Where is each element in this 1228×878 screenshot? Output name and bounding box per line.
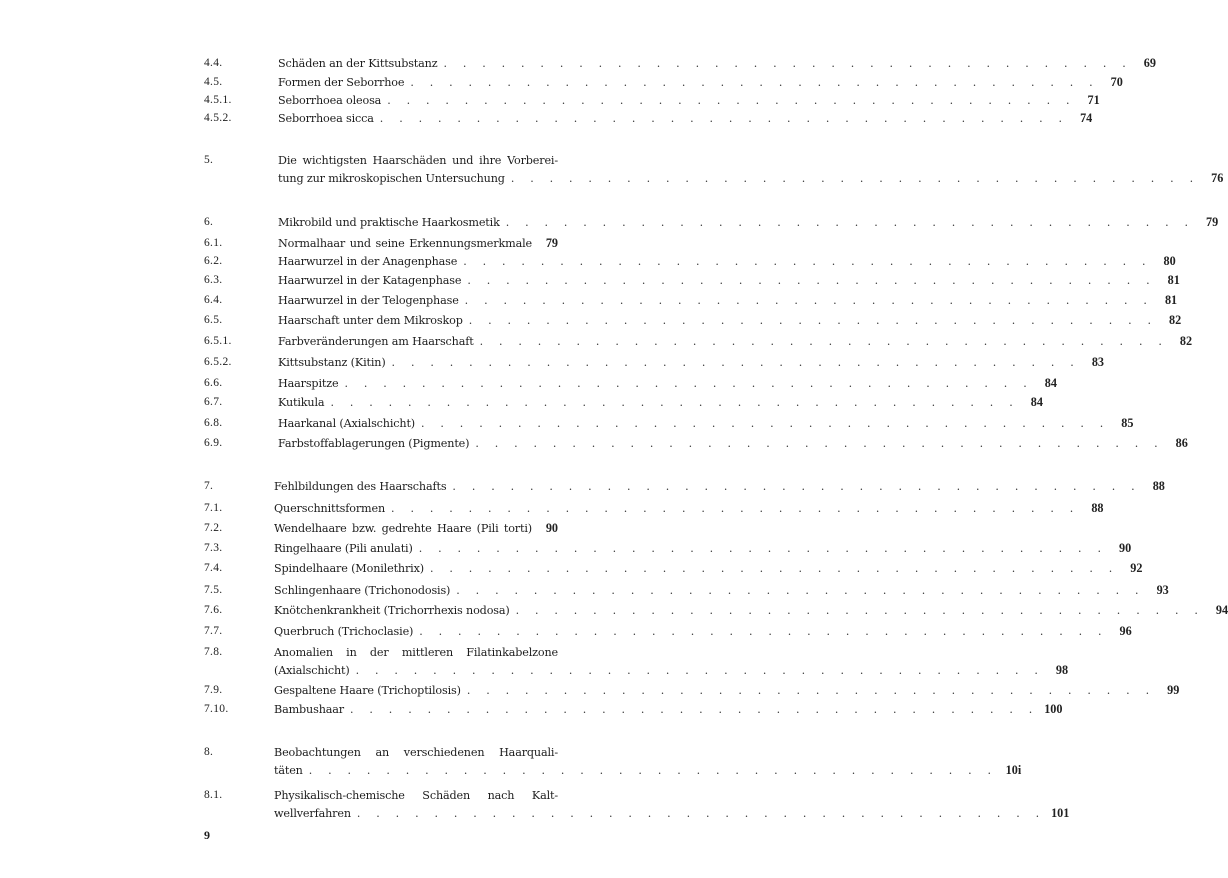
entry-title: Physikalisch-chemische Schäden nach Kalt- (274, 789, 558, 802)
entry-title: Anomalien in der mittleren Filatinkabelzone (274, 646, 558, 659)
entry-title: Schäden an der Kittsubstanz (278, 57, 438, 70)
leader-dots: . . . . . . . . . . . . . . . . . . . . . . . . . . . . . . . . . . . . (443, 57, 1132, 70)
leader-dots: . . . . . . . . . . . . . . . . . . . . . . . . . . . . . . . . . . . . (479, 335, 1169, 348)
entry-title: Haarwurzel in der Katagenphase (278, 274, 462, 287)
page-number: 98 (1055, 662, 1069, 677)
section-number: 4.5. (204, 76, 223, 88)
section-number: 7.5. (204, 584, 223, 596)
entry-title-continuation: wellverfahren (274, 806, 351, 820)
section-number: 7.9. (204, 684, 223, 696)
entry-title: Kutikula (278, 396, 325, 409)
page-number: 90 (545, 521, 558, 535)
section-number: 4.5.1. (204, 94, 232, 106)
entry-title: Schlingenhaare (Trichonodosis) (274, 584, 451, 597)
page-number: 99 (1167, 683, 1180, 697)
entry-title: Haarschaft unter dem Mikroskop (278, 314, 463, 327)
leader-dots: . . . . . . . . . . . . . . . . . . . . . . . . . . . . . . . . . . . . (356, 806, 1046, 820)
entry-title: Farbveränderungen am Haarschaft (278, 335, 474, 348)
page-number: 81 (1164, 293, 1178, 307)
entry-title: Seborrhoea oleosa (278, 94, 382, 107)
entry-title: Haarkanal (Axialschicht) (278, 417, 416, 430)
page-number: 82 (1169, 313, 1182, 327)
entry-title: Querschnittsformen (274, 502, 386, 515)
page-number: 80 (1163, 254, 1176, 268)
section-number: 7.3. (204, 542, 223, 554)
footer-page-number: 9 (204, 828, 210, 842)
page-number: 94 (1215, 603, 1228, 617)
leader-dots: . . . . . . . . . . . . . . . . . . . . . . . . . . . . . . . . . . . . (330, 396, 1019, 409)
page-number: 81 (1167, 273, 1180, 287)
section-number: 7.10. (204, 703, 229, 715)
section-number: 6.5.2. (204, 356, 232, 368)
section-number: 6. (204, 216, 214, 228)
page-number: 79 (1206, 215, 1219, 229)
section-number: 7.2. (204, 522, 223, 534)
entry-title: Spindelhaare (Monilethrix) (274, 562, 424, 575)
section-number: 6.3. (204, 274, 223, 286)
section-number: 7.6. (204, 604, 223, 616)
entry-title: Gespaltene Haare (Trichoptilosis) (274, 684, 461, 697)
leader-dots: . . . . . . . . . . . . . . . . . . . . . . . . . . . . . . . . . . . . (421, 417, 1110, 430)
page-number: 88 (1091, 501, 1104, 515)
section-number: 6.9. (204, 437, 223, 449)
section-number: 6.5.1. (204, 335, 232, 347)
page-number: 90 (1118, 541, 1132, 555)
entry-title: Formen der Seborrhoe (278, 76, 405, 89)
entry-title: Mikrobild und praktische Haarkosmetik (278, 216, 500, 229)
leader-dots: . . . . . . . . . . . . . . . . . . . . . . . . . . . . . . . . . . . . (391, 502, 1080, 515)
page-number: 100 (1044, 702, 1063, 716)
leader-dots: . . . . . . . . . . . . . . . . . . . . . . . . . . . . . . . . . . . . (350, 703, 1039, 716)
page-number: 79 (545, 236, 558, 250)
page-number: 86 (1175, 436, 1188, 450)
leader-dots: . . . . . . . . . . . . . . . . . . . . . . . . . . . . . . . . . . . . (467, 274, 1156, 287)
entry-title: Kittsubstanz (Kitin) (278, 356, 386, 369)
entry-title: Normalhaar und seine Erkennungsmerkmale (278, 237, 532, 250)
entry-title: Bambushaar (274, 703, 345, 716)
section-number: 7. (204, 480, 214, 492)
page-number: 82 (1179, 334, 1193, 348)
section-number: 5. (204, 154, 214, 166)
leader-dots: . . . . . . . . . . . . . . . . . . . . . . . . . . . . . . . . . . . . (505, 216, 1195, 229)
entry-title: Farbstoffablagerungen (Pigmente) (278, 437, 470, 450)
entry-title: Die wichtigsten Haarschäden und ihre Vorberei- (278, 154, 558, 167)
page-number: 93 (1156, 583, 1169, 597)
page-number: 74 (1080, 111, 1093, 125)
page-number: 84 (1030, 395, 1043, 409)
leader-dots: . . . . . . . . . . . . . . . . . . . . . . . . . . . . . . . . . . . . (475, 437, 1164, 450)
leader-dots: . . . . . . . . . . . . . . . . . . . . . . . . . . . . . . . . . . . . (410, 76, 1099, 89)
leader-dots: . . . . . . . . . . . . . . . . . . . . . . . . . . . . . . . . . . . . (456, 584, 1145, 597)
leader-dots: . . . . . . . . . . . . . . . . . . . . . . . . . . . . . . . . . . . . (452, 480, 1141, 493)
section-number: 6.1. (204, 237, 223, 249)
entry-title-continuation: (Axialschicht) (274, 663, 350, 677)
entry-title: Seborrhoea sicca (278, 112, 374, 125)
leader-dots: . . . . . . . . . . . . . . . . . . . . . . . . . . . . . . . . . . . . (308, 763, 998, 777)
page-number: 69 (1143, 56, 1156, 70)
entry-title-continuation: täten (274, 763, 303, 777)
leader-dots: . . . . . . . . . . . . . . . . . . . . . . . . . . . . . . . . . . . . (463, 255, 1152, 268)
page-number: 10i (1005, 762, 1022, 777)
page-number: 96 (1119, 624, 1132, 638)
leader-dots: . . . . . . . . . . . . . . . . . . . . . . . . . . . . . . . . . . . . (418, 542, 1108, 555)
section-number: 6.5. (204, 314, 223, 326)
leader-dots: . . . . . . . . . . . . . . . . . . . . . . . . . . . . . . . . . . . . (464, 294, 1154, 307)
section-number: 8. (204, 746, 214, 758)
page-number: 83 (1091, 355, 1105, 369)
page-number: 92 (1130, 561, 1143, 575)
leader-dots: . . . . . . . . . . . . . . . . . . . . . . . . . . . . . . . . . . . . (429, 562, 1119, 575)
leader-dots: . . . . . . . . . . . . . . . . . . . . . . . . . . . . . . . . . . . . (466, 684, 1156, 697)
leader-dots: . . . . . . . . . . . . . . . . . . . . . . . . . . . . . . . . . . . . (515, 604, 1205, 617)
section-number: 4.4. (204, 57, 223, 69)
page-number: 85 (1121, 416, 1134, 430)
entry-title: Haarspitze (278, 377, 339, 390)
section-number: 7.7. (204, 625, 223, 637)
page-number: 70 (1110, 75, 1123, 89)
section-number: 6.6. (204, 377, 223, 389)
entry-title: Querbruch (Trichoclasie) (274, 625, 414, 638)
entry-title: Beobachtungen an verschiedenen Haarquali- (274, 746, 558, 759)
page-number: 76 (1211, 170, 1224, 185)
page-number: 71 (1087, 93, 1100, 107)
entry-title: Knötchenkrankheit (Trichorrhexis nodosa) (274, 604, 510, 617)
section-number: 8.1. (204, 789, 223, 801)
leader-dots: . . . . . . . . . . . . . . . . . . . . . . . . . . . . . . . . . . . . (419, 625, 1108, 638)
section-number: 6.2. (204, 255, 223, 267)
leader-dots: . . . . . . . . . . . . . . . . . . . . . . . . . . . . . . . . . . . . (355, 663, 1045, 677)
page-number: 84 (1044, 376, 1057, 390)
section-number: 7.8. (204, 646, 223, 658)
section-number: 4.5.2. (204, 112, 232, 124)
entry-title: Haarwurzel in der Anagenphase (278, 255, 458, 268)
leader-dots: . . . . . . . . . . . . . . . . . . . . . . . . . . . . . . . . . . . . (344, 377, 1033, 390)
leader-dots: . . . . . . . . . . . . . . . . . . . . . . . . . . . . . . . . . . . . (387, 94, 1076, 107)
entry-title-continuation: tung zur mikroskopischen Untersuchung (278, 171, 505, 185)
entry-title: Fehlbildungen des Haarschafts (274, 480, 447, 493)
leader-dots: . . . . . . . . . . . . . . . . . . . . . . . . . . . . . . . . . . . . (468, 314, 1158, 327)
leader-dots: . . . . . . . . . . . . . . . . . . . . . . . . . . . . . . . . . . . . (510, 171, 1200, 185)
leader-dots: . . . . . . . . . . . . . . . . . . . . . . . . . . . . . . . . . . . . (391, 356, 1081, 369)
entry-title: Wendelhaare bzw. gedrehte Haare (Pili torti) (274, 522, 532, 535)
section-number: 6.4. (204, 294, 223, 306)
page-number: 88 (1152, 479, 1165, 493)
page-number: 101 (1051, 805, 1070, 820)
section-number: 6.7. (204, 396, 223, 408)
section-number: 7.4. (204, 562, 223, 574)
section-number: 6.8. (204, 417, 223, 429)
section-number: 7.1. (204, 502, 223, 514)
entry-title: Ringelhaare (Pili anulati) (274, 542, 413, 555)
entry-title: Haarwurzel in der Telogenphase (278, 294, 459, 307)
leader-dots: . . . . . . . . . . . . . . . . . . . . . . . . . . . . . . . . . . . . (379, 112, 1069, 125)
